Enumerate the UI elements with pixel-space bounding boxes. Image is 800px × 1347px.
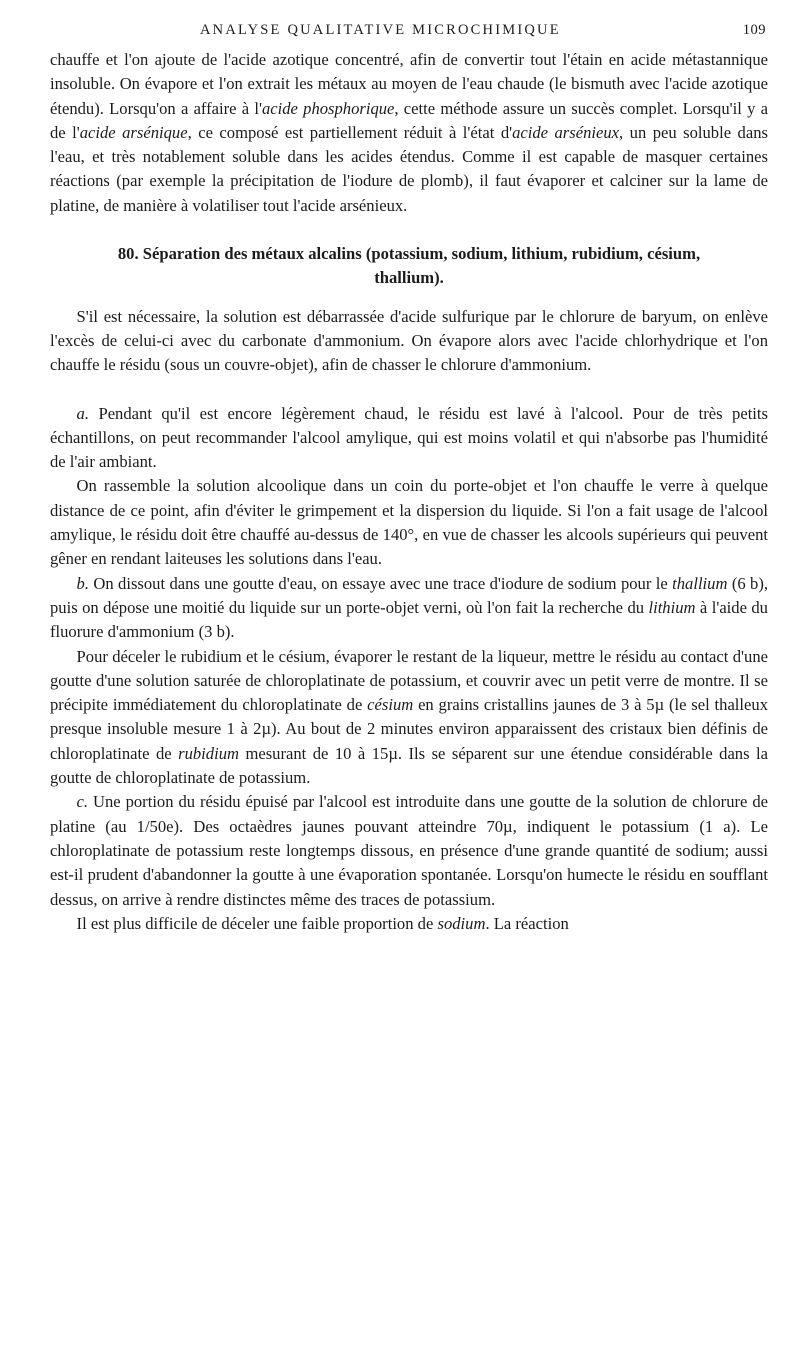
italic-term: césium	[367, 695, 414, 715]
text-run: S'il est nécessaire, la solution est débarrassée d'acide sulfurique par le chlorure de baryum, on enlève l'excès de celui-ci avec du carbonate d'ammonium. On évapore alors avec l'acide chlorhydrique et l'on chauffe le résidu (sous un couvre-objet), afin de chasser le chlorure d'ammonium.	[50, 306, 768, 375]
book-page	[50, 22, 768, 936]
paragraph-rubidium-cesium	[50, 645, 768, 791]
item-label: b.	[76, 573, 89, 593]
paragraph-sodium	[50, 912, 768, 936]
text-run: (6 b), puis on dépose une moitié du liquide sur un porte-objet verni, où l'on fait la recherche du	[50, 573, 769, 617]
paragraph-c	[50, 790, 768, 911]
paragraph-alcohol	[50, 474, 768, 571]
italic-term: lithium	[648, 597, 696, 617]
text-run: mesurant de 10 à 15µ. Ils se séparent sur une étendue considérable dans la goutte de chloroplatinate de potassium.	[50, 743, 769, 788]
paragraph-b	[50, 572, 768, 645]
section-heading: 80. Séparation des métaux alcalins (potassium, sodium, lithium, rubidium, césium, thallium).	[117, 244, 701, 288]
text-run: , ce composé est partiellement réduit à l'état d'	[187, 122, 513, 142]
text-run: Pendant qu'il est encore légèrement chaud, le résidu est lavé à l'alcool. Pour de très petits échantillons, on peut recommander l'alcool amylique, qui est moins volatil et qui n'absorbe pas l'humidité de l'air ambiant.	[50, 403, 768, 472]
text-run: Pour déceler le rubidium et le césium, évaporer le restant de la liqueur, mettre le résidu au contact d'une goutte d'une solution saturée de chloroplatinate de potassium, et couvrir avec un petit verre de montre. Il se précipite immédiatement du chloroplatinate de	[50, 646, 768, 715]
paragraph-intro	[50, 305, 768, 378]
text-run: On dissout dans une goutte d'eau, on essaye avec une trace d'iodure de sodium pour le	[89, 573, 673, 593]
paragraph-a	[50, 402, 768, 475]
running-head-title: ANALYSE QUALITATIVE MICROCHIMIQUE	[200, 22, 561, 38]
page-number: 109	[742, 22, 766, 38]
text-run: , un peu soluble dans l'eau, et très notablement soluble dans les acides étendus. Comme il est capable de masquer certaines réactions (par exemple la précipitation de l'iodure de plomb), il faut évaporer et calciner sur la lame de platine, de manière à volatiliser tout l'acide arsénieux.	[50, 122, 768, 215]
text-run: Une portion du résidu épuisé par l'alcool est introduite dans une goutte de la solution de chlorure de platine (au 1/50e). Des octaèdres jaunes pouvant atteindre 70µ, indiquent le potassium (1 a). Le chloroplatinate de potassium reste longtemps dissous, en présence d'une grande quantité de sodium; aussi est-il prudent d'abandonner la goutte à une évaporation spontanée. Lorsqu'on humecte le résidu en soufflant dessus, on arrive à rendre distinctes même des traces de potassium.	[50, 792, 768, 909]
italic-term: acide arsénique	[79, 122, 188, 142]
italic-term: acide arsénieux	[512, 122, 620, 142]
paragraph-continued	[50, 48, 768, 218]
body-text	[50, 48, 768, 936]
text-run: On rassemble la solution alcoolique dans un coin du porte-objet et l'on chauffe le verre à quelque distance de ce point, afin d'éviter le grimpement et la dispersion du liquide. Si l'on a fait usage de l'alcool amylique, le résidu doit être chauffé au-dessus de 140°, en vue de chasser les alcools supérieurs qui peuvent gêner en rendant laiteuses les solutions dans l'eau.	[50, 476, 768, 569]
text-run: . La réaction	[485, 913, 569, 933]
italic-term: thallium	[672, 573, 728, 593]
italic-term: sodium	[437, 913, 486, 933]
text-run: Il est plus difficile de déceler une faible proportion de	[76, 913, 438, 933]
italic-term: acide phosphorique	[261, 98, 395, 118]
item-label: a.	[76, 403, 89, 423]
text-run: à l'aide du fluorure d'ammonium (3 b).	[50, 597, 768, 642]
item-label: c.	[76, 792, 89, 812]
italic-term: rubidium	[178, 743, 239, 763]
text-run: , cette méthode assure un succès complet. Lorsqu'il y a de l'	[50, 98, 768, 142]
running-head	[50, 22, 768, 48]
text-run: chauffe et l'on ajoute de l'acide azotique concentré, afin de convertir tout l'étain en acide métastannique insoluble. On évapore et l'on extrait les métaux au moyen de l'eau chaude (le bismuth avec l'acide azotique étendu). Lorsqu'on a affaire à l'	[50, 50, 768, 118]
text-run: en grains cristallins jaunes de 3 à 5µ (le sel thalleux presque insoluble mesure 1 à 2µ). Au bout de 2 minutes environ apparaissent des cristaux bien définis de chloroplatinate de	[50, 695, 768, 763]
